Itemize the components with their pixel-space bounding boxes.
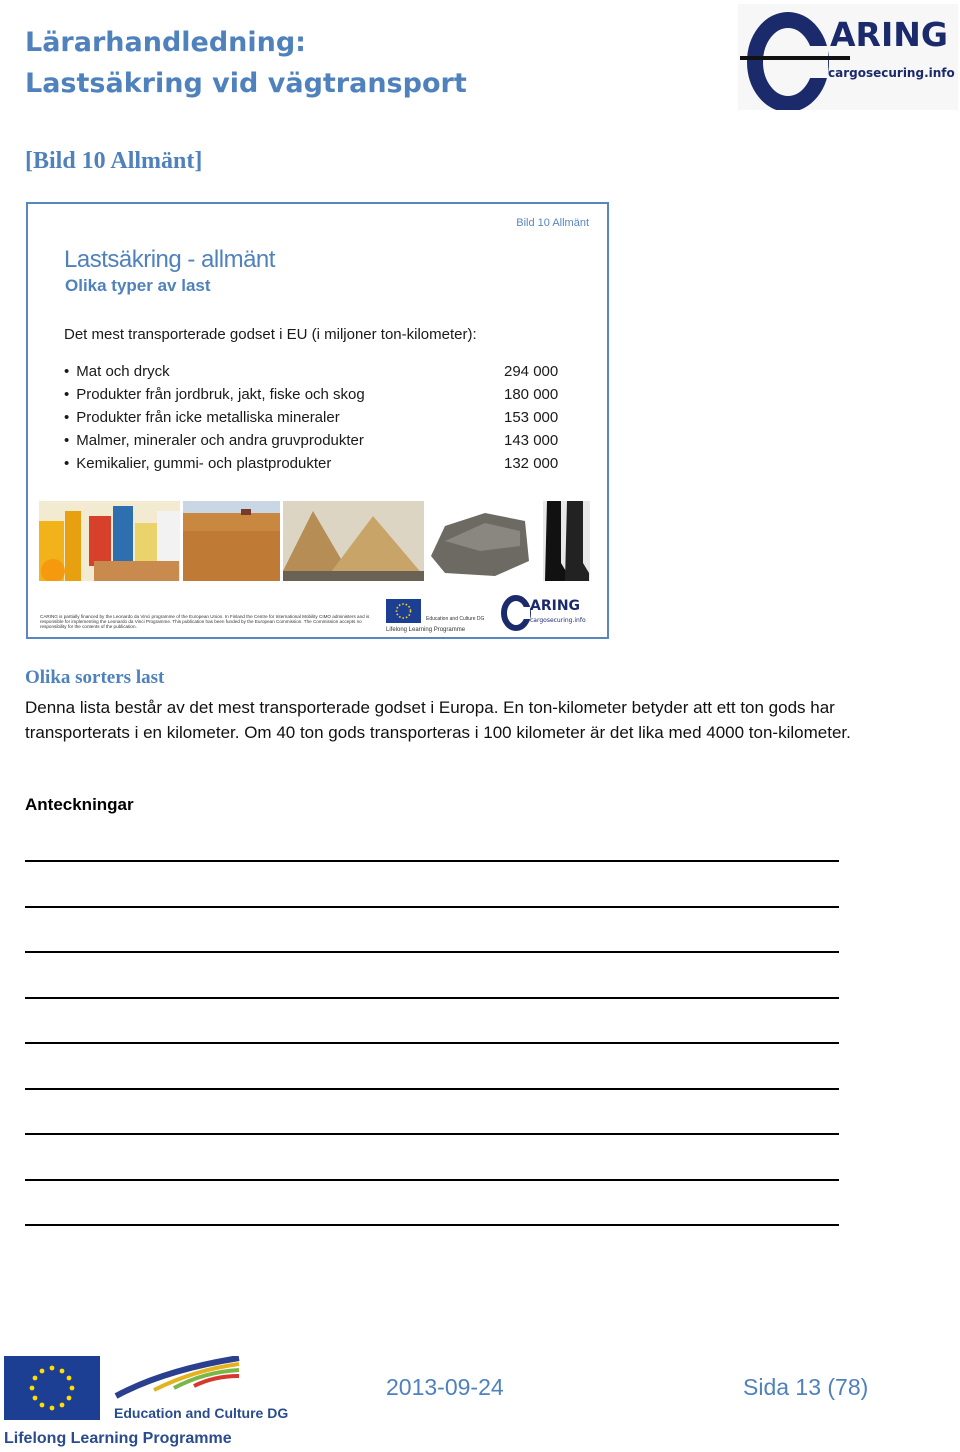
wheat-field-photo	[183, 501, 280, 581]
title-line-1: Lärarhandledning:	[25, 27, 306, 58]
slide-title: Lastsäkring - allmänt	[64, 246, 275, 273]
notes-heading: Anteckningar	[25, 795, 134, 814]
cargo-label: • Mat och dryck	[64, 360, 170, 383]
slide-reference-heading: [Bild 10 Allmänt]	[25, 148, 203, 174]
note-line[interactable]	[25, 908, 839, 954]
lifelong-learning-label: Lifelong Learning Programme	[4, 1430, 232, 1447]
gravel-pile-photo	[283, 501, 424, 581]
section-heading: Olika sorters last	[25, 667, 165, 688]
cargo-item	[64, 406, 564, 429]
logo-url: cargosecuring.info	[828, 66, 955, 80]
education-culture-logo-icon	[114, 1356, 244, 1400]
cargo-value: 294 000	[504, 363, 559, 380]
slide-llp-label: Lifelong Learning Programme	[386, 627, 466, 633]
slide-intro: Det mest transporterade godset i EU (i miljoner ton-kilometer):	[64, 326, 477, 343]
cargo-item	[64, 383, 564, 406]
cargo-item	[64, 452, 564, 475]
slide-image	[26, 202, 609, 639]
cargo-value: 153 000	[504, 409, 559, 426]
slide-eu-flag-icon	[386, 599, 421, 623]
note-line[interactable]	[25, 1135, 839, 1181]
notes-lines	[25, 860, 839, 1226]
note-line[interactable]	[25, 1090, 839, 1136]
caring-logo	[738, 4, 958, 110]
slide-tag: Bild 10 Allmänt	[516, 217, 589, 229]
slide-logo-url: cargosecuring.info	[530, 617, 586, 624]
slide-subtitle: Olika typer av last	[65, 276, 211, 295]
note-line[interactable]	[25, 1181, 839, 1227]
footer-page-number: Sida 13 (78)	[743, 1374, 869, 1400]
slide-footnote: CARING is partially financed by the Leonardo da Vinci programme of the European Union. In Finland the Centre for International Mobility CIMO administers and is responsible for implementing the Leonardo da Vinci Programme. This publication has been funded by the European Commission. The Commission accepts no responsibility for the contents of the publication.	[40, 614, 370, 630]
cargo-value: 180 000	[504, 386, 559, 403]
document-title	[25, 22, 467, 104]
education-culture-label: Education and Culture DG	[114, 1405, 289, 1421]
note-line[interactable]	[25, 953, 839, 999]
eu-flag-icon	[4, 1356, 100, 1420]
rock-photo	[425, 501, 533, 581]
cargo-label: • Produkter från icke metalliska mineraler	[64, 406, 340, 429]
body-paragraph: Denna lista består av det mest transporterade godset i Europa. En ton-kilometer betyder att ett ton gods har transporterats i en kilometer. Om 40 ton gods transporteras i 100 kilometer är det lika med 4000 ton-kilometer.	[25, 698, 851, 742]
slide-edu-label: Education and Culture DG	[426, 616, 485, 622]
cargo-label: • Kemikalier, gummi- och plastprodukter	[64, 452, 331, 475]
cargo-value: 143 000	[504, 432, 559, 449]
food-photo	[39, 501, 180, 581]
slide-logo-wordmark: ARING	[530, 598, 581, 614]
cargo-item	[64, 360, 564, 383]
footer-date: 2013-09-24	[386, 1374, 504, 1400]
note-line[interactable]	[25, 862, 839, 908]
cargo-list	[64, 360, 564, 475]
logo-wordmark: ARING	[830, 15, 948, 54]
cargo-item	[64, 429, 564, 452]
cargo-value: 132 000	[504, 455, 559, 472]
slide-caring-logo	[498, 592, 598, 632]
cargo-label: • Produkter från jordbruk, jakt, fiske och skog	[64, 383, 365, 406]
title-line-2: Lastsäkring vid vägtransport	[25, 68, 467, 99]
note-line[interactable]	[25, 1044, 839, 1090]
cargo-label: • Malmer, mineraler och andra gruvprodukter	[64, 429, 364, 452]
rubber-boots-photo	[543, 501, 590, 581]
note-line[interactable]	[25, 999, 839, 1045]
